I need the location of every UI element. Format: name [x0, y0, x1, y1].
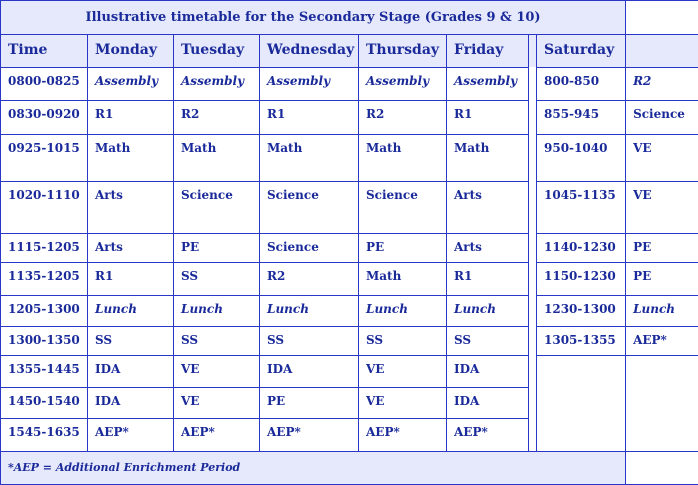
thursday-cell: SS [359, 326, 447, 355]
column-gap [529, 135, 537, 182]
friday-cell: IDA [447, 355, 529, 387]
tuesday-cell: Science [174, 182, 260, 234]
table-row [1, 263, 698, 295]
saturday-time-cell [537, 388, 626, 419]
saturday-subject-cell [626, 388, 698, 419]
time-cell: 0800-0825 [1, 67, 88, 100]
table-row [1, 419, 698, 451]
saturday-time-cell: 855-945 [537, 100, 626, 134]
time-cell: 1545-1635 [1, 419, 88, 451]
thursday-cell: Lunch [359, 295, 447, 326]
header-saturday-subject [626, 35, 698, 67]
saturday-time-cell: 1305-1355 [537, 326, 626, 355]
thursday-cell: AEP* [359, 419, 447, 451]
table-row [1, 295, 698, 326]
friday-cell: R1 [447, 263, 529, 295]
tuesday-cell: Assembly [174, 67, 260, 100]
header-thursday: Thursday [359, 35, 447, 67]
column-gap [529, 355, 537, 387]
time-cell: 1450-1540 [1, 388, 88, 419]
time-cell: 1135-1205 [1, 263, 88, 295]
friday-cell: Assembly [447, 67, 529, 100]
time-cell: 0925-1015 [1, 135, 88, 182]
tuesday-cell: SS [174, 263, 260, 295]
column-gap [529, 295, 537, 326]
header-saturday: Saturday [537, 35, 626, 67]
friday-cell: Arts [447, 182, 529, 234]
wednesday-cell: Lunch [260, 295, 359, 326]
wednesday-cell: Science [260, 234, 359, 263]
column-gap [529, 388, 537, 419]
friday-cell: Arts [447, 234, 529, 263]
wednesday-cell: AEP* [260, 419, 359, 451]
monday-cell: Arts [88, 234, 174, 263]
monday-cell: Lunch [88, 295, 174, 326]
time-cell: 1300-1350 [1, 326, 88, 355]
column-gap [529, 326, 537, 355]
saturday-subject-cell: PE [626, 263, 698, 295]
monday-cell: IDA [88, 355, 174, 387]
tuesday-cell: R2 [174, 100, 260, 134]
header-monday: Monday [88, 35, 174, 67]
saturday-subject-cell: R2 [626, 67, 698, 100]
column-gap [529, 263, 537, 295]
thursday-cell: PE [359, 234, 447, 263]
saturday-time-cell: 1045-1135 [537, 182, 626, 234]
saturday-subject-cell: Lunch [626, 295, 698, 326]
monday-cell: IDA [88, 388, 174, 419]
time-cell: 1115-1205 [1, 234, 88, 263]
monday-cell: Arts [88, 182, 174, 234]
saturday-subject-cell [626, 355, 698, 387]
tuesday-cell: VE [174, 388, 260, 419]
column-gap [529, 234, 537, 263]
header-wednesday: Wednesday [260, 35, 359, 67]
time-cell: 0830-0920 [1, 100, 88, 134]
table-row [1, 182, 698, 234]
thursday-cell: VE [359, 388, 447, 419]
monday-cell: AEP* [88, 419, 174, 451]
friday-cell: AEP* [447, 419, 529, 451]
monday-cell: SS [88, 326, 174, 355]
table-row [1, 100, 698, 134]
time-cell: 1205-1300 [1, 295, 88, 326]
saturday-subject-cell: VE [626, 182, 698, 234]
column-gap [529, 182, 537, 234]
wednesday-cell: Math [260, 135, 359, 182]
thursday-cell: VE [359, 355, 447, 387]
saturday-time-cell: 800-850 [537, 67, 626, 100]
monday-cell: Math [88, 135, 174, 182]
saturday-subject-cell: VE [626, 135, 698, 182]
thursday-cell: R2 [359, 100, 447, 134]
saturday-time-cell: 1150-1230 [537, 263, 626, 295]
saturday-time-cell: 950-1040 [537, 135, 626, 182]
tuesday-cell: Math [174, 135, 260, 182]
wednesday-cell: PE [260, 388, 359, 419]
saturday-subject-cell: Science [626, 100, 698, 134]
friday-cell: SS [447, 326, 529, 355]
saturday-time-cell [537, 355, 626, 387]
saturday-subject-cell: PE [626, 234, 698, 263]
wednesday-cell: R1 [260, 100, 359, 134]
footnote-blank-cell [626, 451, 698, 484]
wednesday-cell: Science [260, 182, 359, 234]
wednesday-cell: IDA [260, 355, 359, 387]
title-blank-cell [626, 1, 698, 35]
wednesday-cell: Assembly [260, 67, 359, 100]
table-row [1, 67, 698, 100]
time-cell: 1020-1110 [1, 182, 88, 234]
header-tuesday: Tuesday [174, 35, 260, 67]
thursday-cell: Science [359, 182, 447, 234]
column-gap [529, 35, 537, 67]
table-row [1, 355, 698, 387]
header-friday: Friday [447, 35, 529, 67]
table-row [1, 234, 698, 263]
title-row [1, 1, 698, 35]
header-time: Time [1, 35, 88, 67]
saturday-subject-cell: AEP* [626, 326, 698, 355]
tuesday-cell: SS [174, 326, 260, 355]
saturday-time-cell: 1140-1230 [537, 234, 626, 263]
friday-cell: R1 [447, 100, 529, 134]
header-row [1, 35, 698, 67]
table-row [1, 135, 698, 182]
monday-cell: R1 [88, 100, 174, 134]
timetable-title: Illustrative timetable for the Secondary Stage (Grades 9 & 10) [1, 1, 626, 35]
tuesday-cell: VE [174, 355, 260, 387]
wednesday-cell: R2 [260, 263, 359, 295]
tuesday-cell: AEP* [174, 419, 260, 451]
monday-cell: Assembly [88, 67, 174, 100]
friday-cell: Math [447, 135, 529, 182]
table-row [1, 326, 698, 355]
column-gap [529, 100, 537, 134]
footnote-row [1, 451, 698, 484]
thursday-cell: Math [359, 135, 447, 182]
footnote: *AEP = Additional Enrichment Period [1, 451, 626, 484]
saturday-subject-cell [626, 419, 698, 451]
time-cell: 1355-1445 [1, 355, 88, 387]
tuesday-cell: Lunch [174, 295, 260, 326]
saturday-time-cell: 1230-1300 [537, 295, 626, 326]
wednesday-cell: SS [260, 326, 359, 355]
column-gap [529, 67, 537, 100]
monday-cell: R1 [88, 263, 174, 295]
column-gap [529, 419, 537, 451]
saturday-time-cell [537, 419, 626, 451]
table-row [1, 388, 698, 419]
friday-cell: IDA [447, 388, 529, 419]
friday-cell: Lunch [447, 295, 529, 326]
tuesday-cell: PE [174, 234, 260, 263]
thursday-cell: Math [359, 263, 447, 295]
thursday-cell: Assembly [359, 67, 447, 100]
